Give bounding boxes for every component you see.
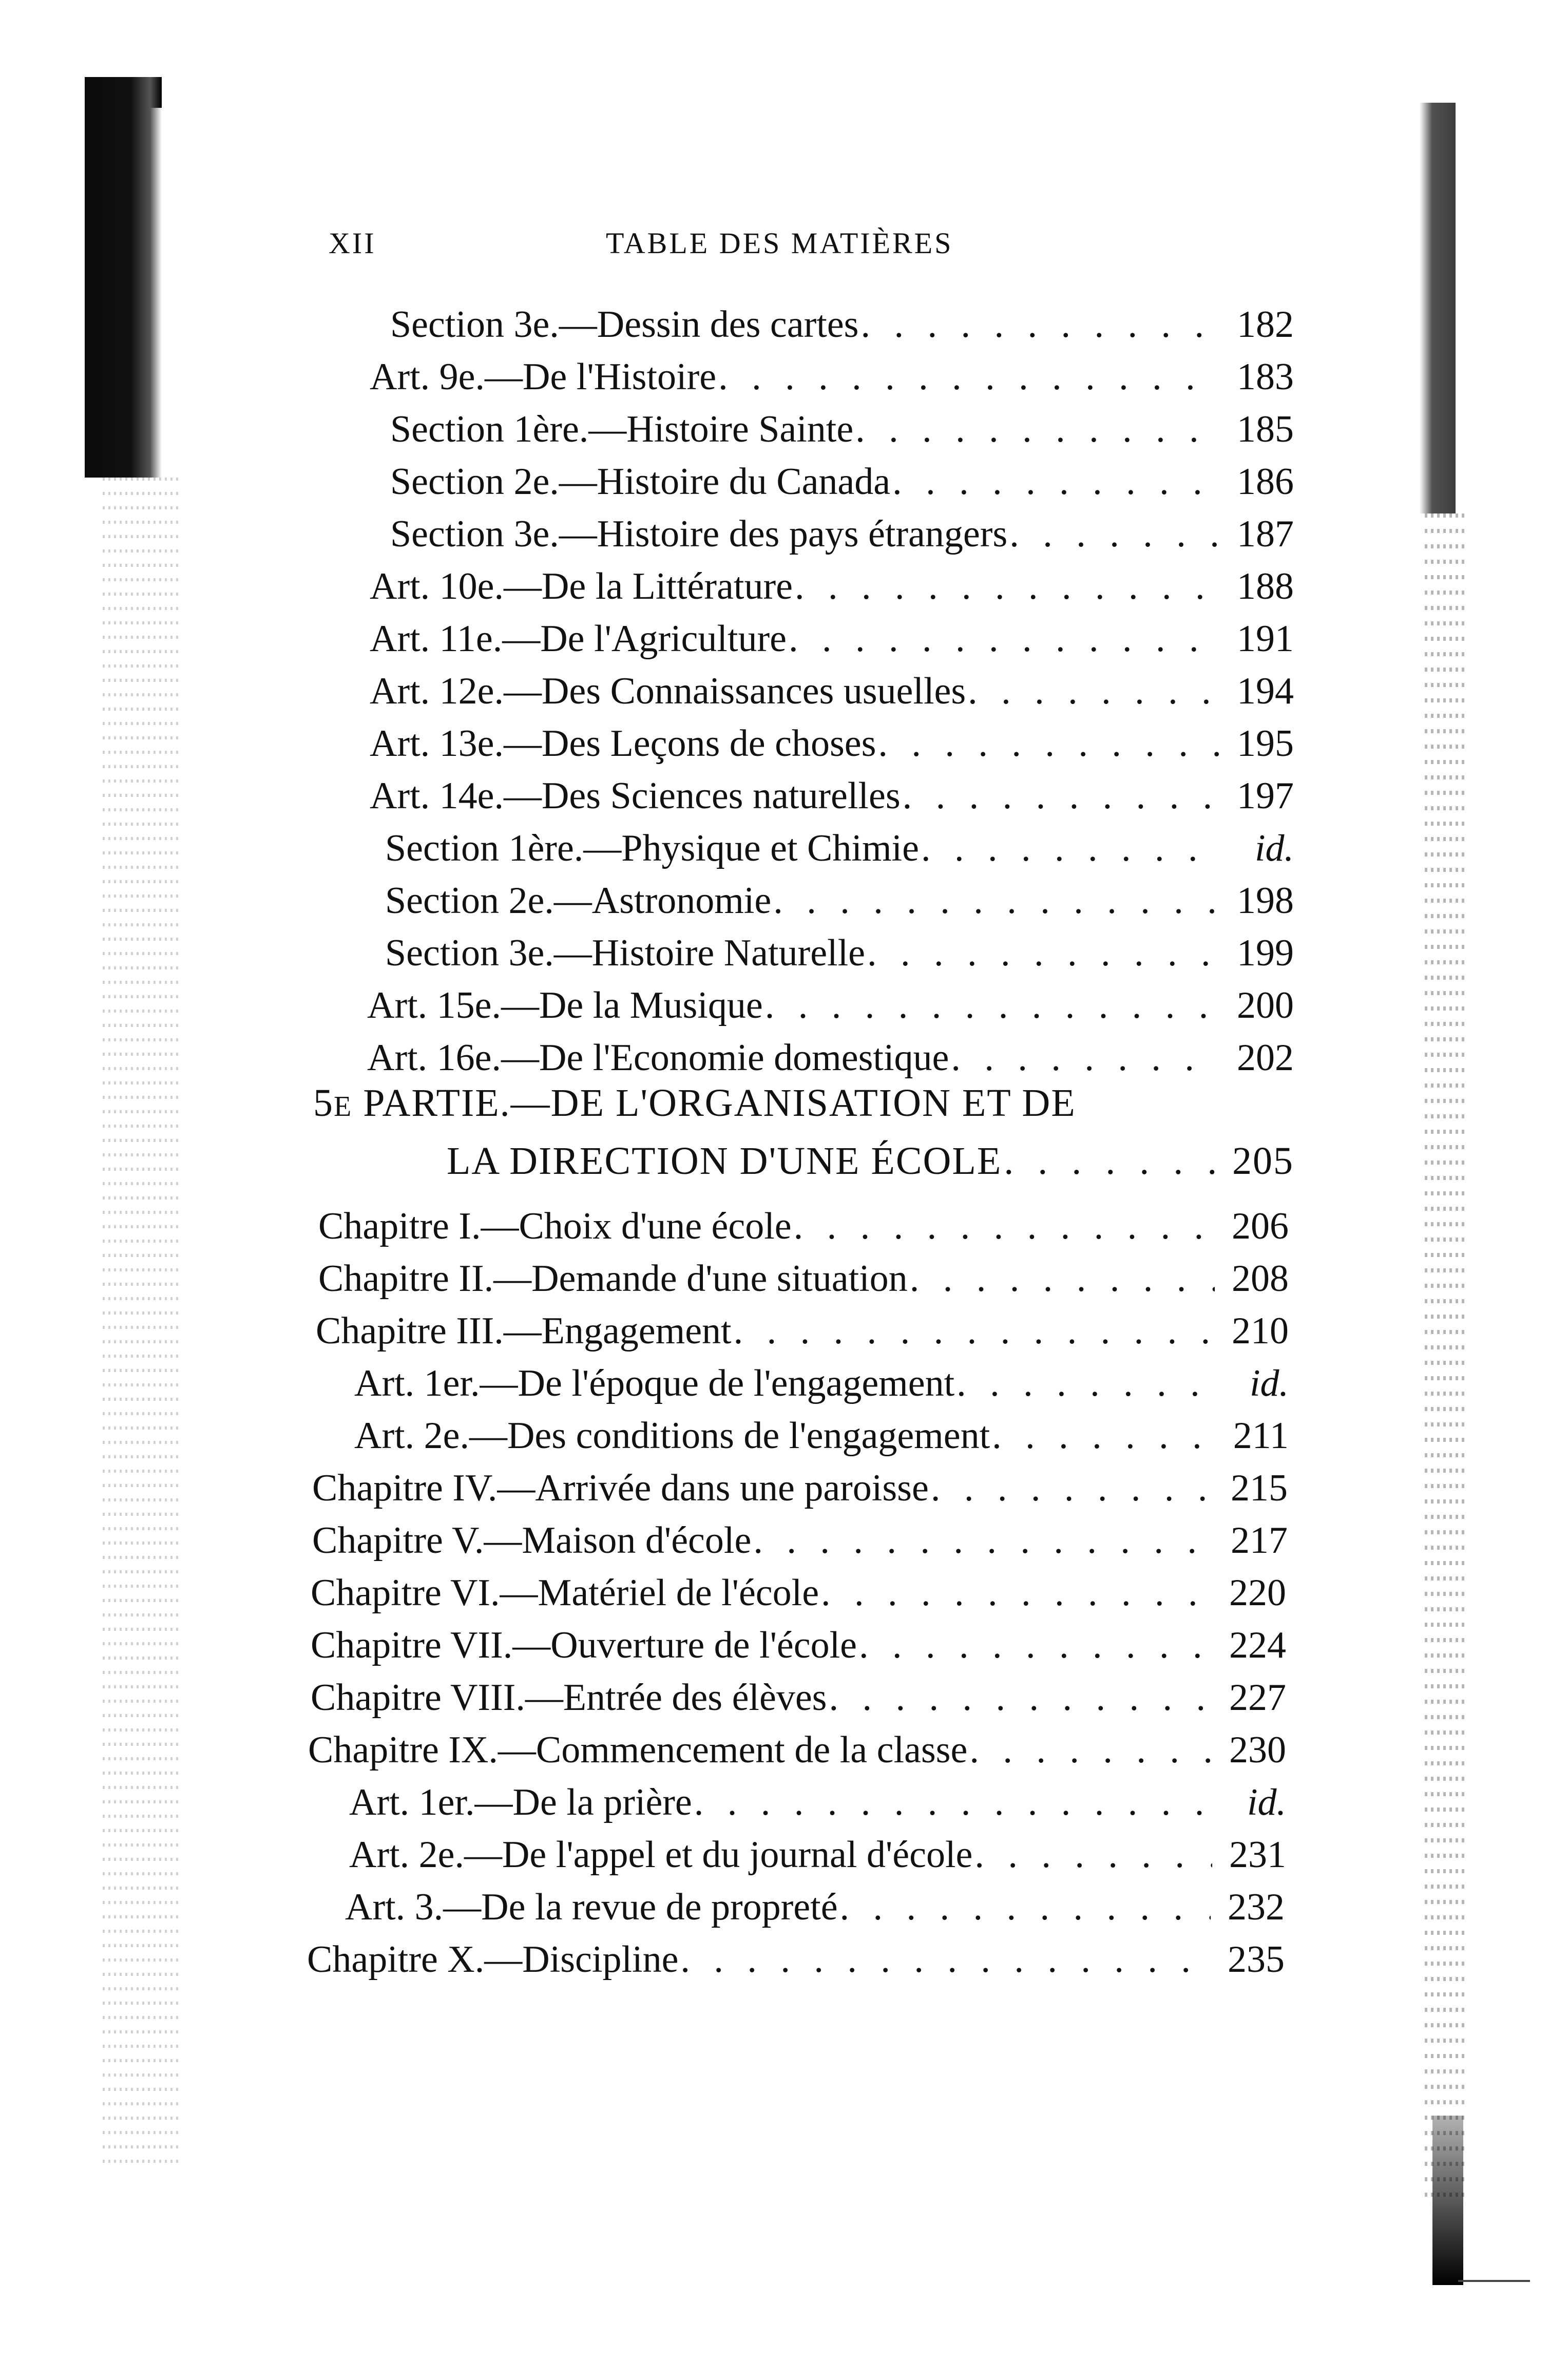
part-heading-line2 xyxy=(447,1139,1294,1190)
dot-leader xyxy=(861,303,1220,347)
toc-entry: Chapitre X.—Discipline . . . 235 xyxy=(307,1938,1285,1989)
dot-leader xyxy=(829,1676,1212,1720)
scan-edge-bottom-right xyxy=(1432,2116,1463,2285)
page-number: 185 xyxy=(1237,408,1294,450)
toc-entry: Chapitre IV.—Arrivée dans une paroisse . . . 215 xyxy=(312,1467,1288,1518)
dot-leader xyxy=(903,774,1220,818)
toc-entry: Art. 2e.—Des conditions de l'engagement . . . 211 xyxy=(354,1414,1289,1466)
part-number-suffix: E xyxy=(334,1091,353,1123)
dot-leader xyxy=(931,1467,1214,1510)
page-number: 232 xyxy=(1228,1886,1285,1928)
dot-leader xyxy=(680,1938,1211,1982)
scan-speckle-left xyxy=(103,478,180,2172)
toc-entry: Section 1ère.—Physique et Chimie . . . id. xyxy=(385,827,1294,878)
running-header xyxy=(329,226,1047,272)
toc-entry: Chapitre IX.—Commencement de la classe . . . 230 xyxy=(308,1728,1286,1780)
toc-entry: Art. 16e.—De l'Economie domestique . . . 202 xyxy=(367,1036,1294,1088)
toc-entry: Art. 12e.—Des Connaissances usuelles . . . 194 xyxy=(370,670,1294,721)
page-number: 227 xyxy=(1229,1677,1286,1719)
toc-entry: Chapitre III.—Engagement . . . 210 xyxy=(316,1309,1289,1361)
page-number: 211 xyxy=(1233,1415,1289,1457)
page-number: id. xyxy=(1254,827,1294,869)
dot-leader xyxy=(794,1205,1215,1248)
page-number: 206 xyxy=(1232,1205,1289,1247)
toc-entry: Chapitre I.—Choix d'une école . . . 206 xyxy=(318,1205,1289,1256)
toc-entry: Art. 15e.—De la Musique . . . 200 xyxy=(367,984,1294,1035)
scan-edge-left xyxy=(85,77,162,478)
toc-entry: Art. 1er.—De la prière . . . id. xyxy=(349,1781,1286,1832)
scan-edge-right xyxy=(1420,103,1456,513)
dot-leader xyxy=(694,1781,1212,1824)
dot-leader xyxy=(765,984,1220,1028)
toc-entry: Chapitre VII.—Ouverture de l'école . . . 224 xyxy=(311,1624,1286,1675)
page-number: 195 xyxy=(1237,722,1294,765)
page-number: 188 xyxy=(1237,565,1294,607)
dot-leader xyxy=(892,460,1220,504)
toc-entry: Art. 11e.—De l'Agriculture . . . 191 xyxy=(370,617,1294,669)
page-title: TABLE DES MATIÈRES xyxy=(606,226,953,260)
toc-entry: Chapitre VIII.—Entrée des élèves . . . 227 xyxy=(311,1676,1286,1727)
toc-entry: Chapitre II.—Demande d'une situation . . . 208 xyxy=(318,1257,1289,1308)
dot-leader xyxy=(734,1309,1215,1353)
part-title-line2: LA DIRECTION D'UNE ÉCOLE xyxy=(447,1139,1002,1183)
dot-leader xyxy=(867,931,1220,975)
page-number: 191 xyxy=(1237,618,1294,660)
page-number: id. xyxy=(1249,1362,1289,1404)
page-number: 230 xyxy=(1229,1729,1286,1771)
toc-entry: Chapitre V.—Maison d'école . . . 217 xyxy=(312,1519,1288,1570)
page-number: 199 xyxy=(1237,932,1294,974)
page-number: 200 xyxy=(1237,984,1294,1026)
page-number: 205 xyxy=(1232,1139,1294,1183)
page-folio: XII xyxy=(329,226,376,260)
dot-leader xyxy=(821,1571,1212,1615)
part-heading-line1 xyxy=(313,1081,1076,1126)
scan-speckle-right xyxy=(1425,513,1466,2208)
toc-entry: Section 3e.—Histoire des pays étrangers . . . 187 xyxy=(390,512,1294,564)
page-number: 220 xyxy=(1229,1572,1286,1614)
part-title-line1: PARTIE.—DE L'ORGANISATION ET DE xyxy=(363,1081,1076,1125)
scan-footer-line xyxy=(1458,2280,1530,2282)
dot-leader xyxy=(968,670,1220,713)
dot-leader xyxy=(753,1519,1214,1563)
dot-leader xyxy=(992,1414,1215,1458)
page-number: 224 xyxy=(1229,1624,1286,1666)
page-number: 215 xyxy=(1231,1467,1288,1509)
page-number: 183 xyxy=(1237,356,1294,398)
toc-entry: Art. 2e.—De l'appel et du journal d'école . . . 231 xyxy=(349,1833,1286,1885)
toc-entry: Art. 10e.—De la Littérature . . . 188 xyxy=(370,565,1294,616)
dot-leader xyxy=(878,722,1220,766)
toc-entry: Art. 1er.—De l'époque de l'engagement . . . id. xyxy=(354,1362,1289,1413)
dot-leader xyxy=(1009,512,1220,556)
dot-leader xyxy=(951,1036,1220,1080)
toc-entry: Art. 3.—De la revue de propreté . . . 232 xyxy=(345,1886,1285,1937)
dot-leader xyxy=(789,617,1220,661)
page-number: 194 xyxy=(1237,670,1294,712)
dot-leader xyxy=(859,1624,1212,1667)
toc-entry: Art. 9e.—De l'Histoire . . . 183 xyxy=(370,355,1294,407)
page-number: 182 xyxy=(1237,303,1294,346)
toc-entry: Art. 13e.—Des Leçons de choses . . . 195 xyxy=(370,722,1294,773)
toc-entry: Section 2e.—Astronomie . . . 198 xyxy=(385,879,1294,930)
toc-entry: Section 2e.—Histoire du Canada . . . 186 xyxy=(390,460,1294,511)
page-number: 197 xyxy=(1237,775,1294,817)
page-number: 186 xyxy=(1237,461,1294,503)
page-number: 202 xyxy=(1237,1037,1294,1079)
page-number: 235 xyxy=(1228,1938,1285,1981)
dot-leader xyxy=(1004,1139,1220,1184)
page-number: id. xyxy=(1247,1781,1286,1823)
dot-leader xyxy=(795,565,1220,608)
toc-entry: Chapitre VI.—Matériel de l'école . . . 220 xyxy=(311,1571,1286,1623)
page-number: 198 xyxy=(1237,880,1294,922)
dot-leader xyxy=(957,1362,1215,1405)
page-number: 217 xyxy=(1231,1519,1288,1562)
toc-entry: Section 3e.—Dessin des cartes . . . 182 xyxy=(390,303,1294,354)
dot-leader xyxy=(921,827,1220,870)
dot-leader xyxy=(855,408,1220,451)
toc-entry: Section 3e.—Histoire Naturelle . . . 199 xyxy=(385,931,1294,983)
page-number: 208 xyxy=(1232,1258,1289,1300)
dot-leader xyxy=(974,1833,1212,1877)
dot-leader xyxy=(840,1886,1211,1929)
page-number: 231 xyxy=(1229,1834,1286,1876)
dot-leader xyxy=(718,355,1220,399)
dot-leader xyxy=(969,1728,1212,1772)
part-number: 5 xyxy=(313,1081,334,1125)
page-number: 187 xyxy=(1237,513,1294,555)
dot-leader xyxy=(773,879,1220,923)
dot-leader xyxy=(910,1257,1215,1301)
toc-entry: Art. 14e.—Des Sciences naturelles . . . 197 xyxy=(370,774,1294,826)
page-number: 210 xyxy=(1232,1310,1289,1352)
toc-entry: Section 1ère.—Histoire Sainte . . . 185 xyxy=(390,408,1294,459)
